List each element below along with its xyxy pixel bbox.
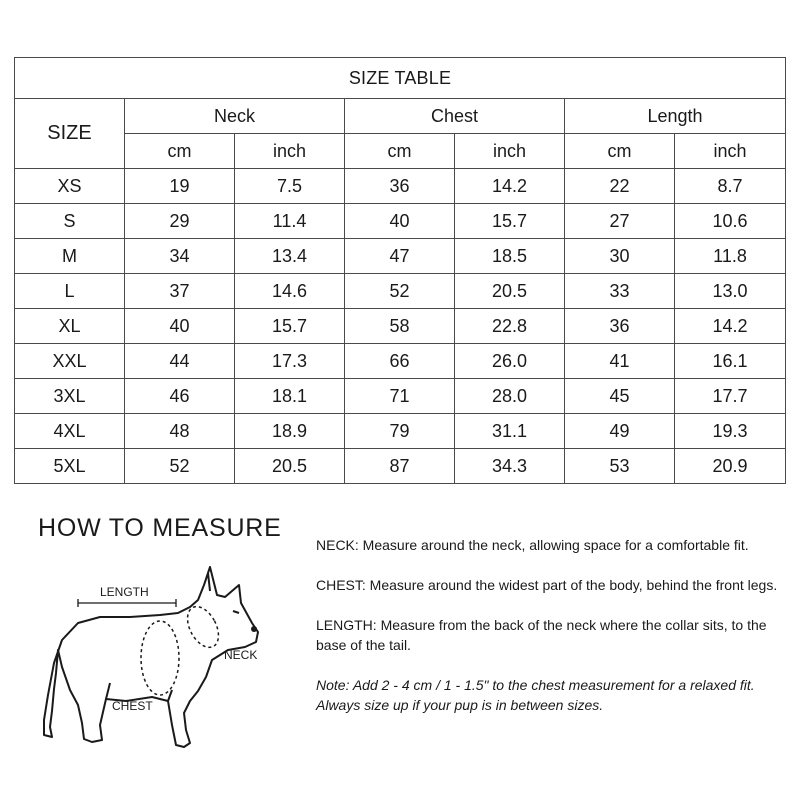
unit-header: cm <box>565 134 675 169</box>
table-cell: 46 <box>125 379 235 414</box>
table-cell: 45 <box>565 379 675 414</box>
unit-header: inch <box>455 134 565 169</box>
chest-label: CHEST <box>112 699 153 713</box>
table-cell: 17.3 <box>235 344 345 379</box>
size-cell: XS <box>15 169 125 204</box>
table-cell: 37 <box>125 274 235 309</box>
dog-eye <box>233 611 239 613</box>
dog-leg-line <box>106 683 110 699</box>
table-cell: 22 <box>565 169 675 204</box>
neck-instruction: NECK: Measure around the neck, allowing space for a comfortable fit. <box>316 537 749 553</box>
length-label: LENGTH <box>100 585 149 599</box>
table-cell: 33 <box>565 274 675 309</box>
table-cell: 13.4 <box>235 239 345 274</box>
table-cell: 36 <box>565 309 675 344</box>
neck-label: NECK <box>224 648 258 662</box>
dog-measure-diagram <box>40 555 270 770</box>
table-cell: 26.0 <box>455 344 565 379</box>
size-cell: M <box>15 239 125 274</box>
table-cell: 20.5 <box>455 274 565 309</box>
table-cell: 13.0 <box>675 274 786 309</box>
table-row <box>15 309 786 344</box>
table-cell: 79 <box>345 414 455 449</box>
unit-header: inch <box>675 134 786 169</box>
table-cell: 71 <box>345 379 455 414</box>
table-cell: 14.2 <box>455 169 565 204</box>
table-cell: 15.7 <box>235 309 345 344</box>
unit-header: cm <box>125 134 235 169</box>
table-cell: 17.7 <box>675 379 786 414</box>
fit-note: Note: Add 2 - 4 cm / 1 - 1.5" to the chest measurement for a relaxed fit. Always size up if your pup is in between sizes. <box>316 677 755 713</box>
unit-header: inch <box>235 134 345 169</box>
size-table <box>14 57 786 484</box>
table-cell: 47 <box>345 239 455 274</box>
table-cell: 58 <box>345 309 455 344</box>
table-cell: 27 <box>565 204 675 239</box>
dog-leg-line <box>168 690 172 701</box>
table-row <box>15 169 786 204</box>
table-cell: 66 <box>345 344 455 379</box>
table-cell: 49 <box>565 414 675 449</box>
table-cell: 11.4 <box>235 204 345 239</box>
table-cell: 34.3 <box>455 449 565 484</box>
size-cell: 5XL <box>15 449 125 484</box>
table-cell: 14.6 <box>235 274 345 309</box>
neck-group-header: Neck <box>125 99 345 134</box>
table-cell: 18.1 <box>235 379 345 414</box>
table-cell: 19.3 <box>675 414 786 449</box>
table-cell: 8.7 <box>675 169 786 204</box>
table-cell: 19 <box>125 169 235 204</box>
table-cell: 11.8 <box>675 239 786 274</box>
table-cell: 29 <box>125 204 235 239</box>
table-row <box>15 344 786 379</box>
table-cell: 41 <box>565 344 675 379</box>
length-instruction: LENGTH: Measure from the back of the neck where the collar sits, to the base of the tail. <box>316 617 767 653</box>
unit-header: cm <box>345 134 455 169</box>
table-cell: 31.1 <box>455 414 565 449</box>
table-cell: 20.9 <box>675 449 786 484</box>
table-row <box>15 204 786 239</box>
table-cell: 40 <box>345 204 455 239</box>
table-cell: 15.7 <box>455 204 565 239</box>
table-row <box>15 414 786 449</box>
size-cell: 4XL <box>15 414 125 449</box>
dog-ear-line <box>208 573 210 591</box>
size-cell: S <box>15 204 125 239</box>
table-cell: 14.2 <box>675 309 786 344</box>
chest-instruction: CHEST: Measure around the widest part of the body, behind the front legs. <box>316 577 778 593</box>
table-cell: 48 <box>125 414 235 449</box>
table-cell: 34 <box>125 239 235 274</box>
table-title: SIZE TABLE <box>15 58 786 99</box>
table-cell: 18.9 <box>235 414 345 449</box>
table-cell: 44 <box>125 344 235 379</box>
table-cell: 20.5 <box>235 449 345 484</box>
table-cell: 7.5 <box>235 169 345 204</box>
size-cell: L <box>15 274 125 309</box>
table-cell: 53 <box>565 449 675 484</box>
table-row <box>15 449 786 484</box>
size-column-header: SIZE <box>15 99 125 169</box>
table-cell: 10.6 <box>675 204 786 239</box>
chest-group-header: Chest <box>345 99 565 134</box>
table-cell: 36 <box>345 169 455 204</box>
table-cell: 30 <box>565 239 675 274</box>
table-cell: 52 <box>345 274 455 309</box>
size-cell: 3XL <box>15 379 125 414</box>
table-cell: 16.1 <box>675 344 786 379</box>
table-cell: 40 <box>125 309 235 344</box>
table-cell: 18.5 <box>455 239 565 274</box>
how-to-measure-title: HOW TO MEASURE <box>38 514 282 542</box>
length-group-header: Length <box>565 99 786 134</box>
table-cell: 28.0 <box>455 379 565 414</box>
table-row <box>15 379 786 414</box>
table-row <box>15 239 786 274</box>
table-cell: 52 <box>125 449 235 484</box>
dog-nose <box>251 626 257 632</box>
table-cell: 22.8 <box>455 309 565 344</box>
table-cell: 87 <box>345 449 455 484</box>
chest-measure-loop <box>141 621 179 695</box>
size-cell: XL <box>15 309 125 344</box>
table-row <box>15 274 786 309</box>
measure-instructions <box>316 535 794 715</box>
size-cell: XXL <box>15 344 125 379</box>
